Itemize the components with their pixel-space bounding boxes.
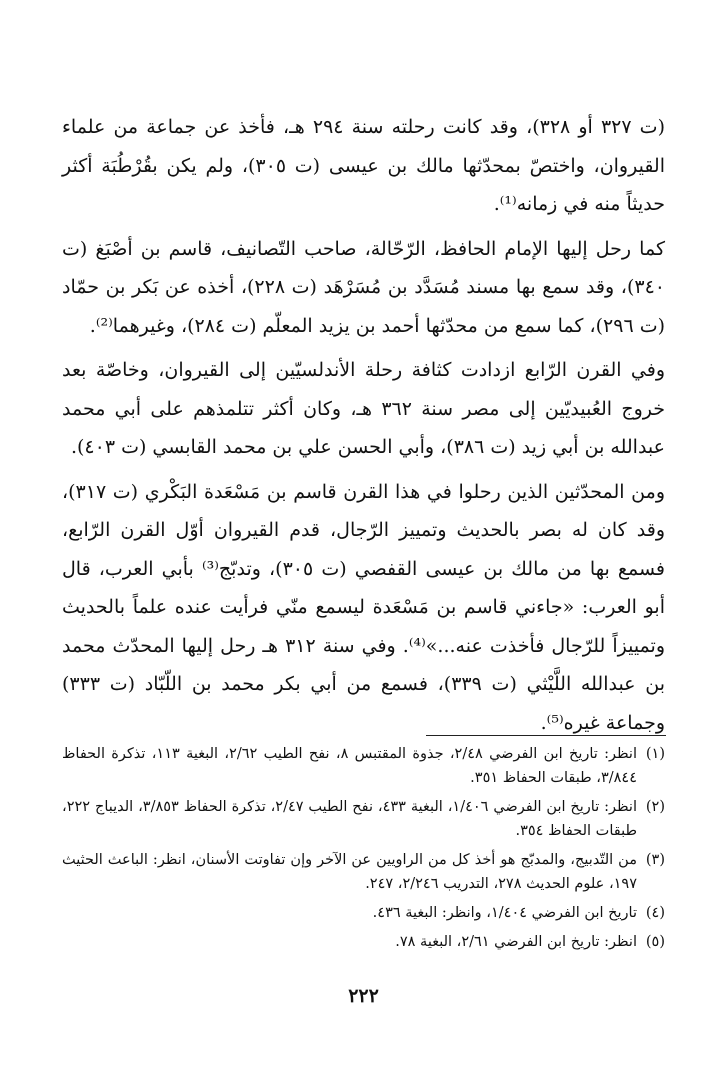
footnote: [62, 848, 665, 896]
paragraph: وفي القرن الرّابع ازدادت كثافة رحلة الأندلسيّين إلى القيروان، وخاصّة بعد خروج العُبيديّين إلى مصر سنة ٣٦٢ هـ، وكان أكثر تتلمذهم على أبي محمد عبدالله بن أبي زيد (ت ٣٨٦)، وأبي الحسن علي بن محمد القابسي (ت ٤٠٣).: [62, 359, 665, 458]
footnote: [62, 742, 665, 790]
footnote-text: انظر: تاريخ ابن الفرضي ١/٤٠٦، البغية ٤٣٣، نفح الطيب ٢/٤٧، تذكرة الحفاظ ٣/٨٥٣، الديباج ٢٢٢، طبقات الحفاظ ٣٥٤.: [62, 799, 637, 839]
footnotes: [62, 742, 665, 959]
paragraph: ومن المحدّثين الذين رحلوا في هذا القرن قاسم بن مَسْعَدة البَكْري (ت ٣١٧)، وقد كان له بصر بالحديث وتمييز الرّجال، قدم القيروان أوّل القرن الرّابع، فسمع بها من مالك بن عيسى القفصي (ت ٣٠٥)، وتدبّج⁽³⁾ بأبي العرب، قال أبو العرب: «جاءني قاسم بن مَسْعَدة ليسمع منّي فرأيت عنده علماً بالحديث وتمييزاً للرّجال فأخذت عنه...»⁽⁴⁾. وفي سنة ٣١٢ هـ رحل إليها المحدّث محمد بن عبدالله اللَّيْثي (ت ٣٣٩)، فسمع من أبي بكر محمد بن اللّبّاد (ت ٣٣٣) وجماعة غيره⁽⁵⁾.: [62, 480, 665, 734]
footnote-text: انظر: تاريخ ابن الفرضي ٢/٦١، البغية ٧٨.: [395, 934, 637, 950]
footnote-number: (٣): [645, 852, 665, 868]
footnote-number: (٤): [645, 905, 665, 921]
page-number: ٢٢٢: [348, 985, 379, 1007]
footnote: [62, 795, 665, 843]
footnote-number: (٥): [645, 934, 665, 950]
paragraph: كما رحل إليها الإمام الحافظ، الرّحّالة، صاحب التّصانيف، قاسم بن أصْبَغ (ت ٣٤٠)، وقد سمع بها مسند مُسَدَّد بن مُسَرْهَد (ت ٢٢٨)، أخذه عن بَكر بن حمّاد (ت ٢٩٦)، كما سمع من محدّثها أحمد بن يزيد المعلّم (ت ٢٨٤)، وغيرهما⁽²⁾.: [62, 237, 665, 337]
footnote-text: من التّدبيج، والمدبّج هو أخذ كل من الراويين عن الآخر وإن تفاوتت الأسنان، انظر: الباعث الحثيث ١٩٧، علوم الحديث ٢٧٨، التدريب ٢/٢٤٦، ٢٤٧.: [62, 852, 637, 892]
paragraph: (ت ٣٢٧ أو ٣٢٨)، وقد كانت رحلته سنة ٢٩٤ هـ، فأخذ عن جماعة من علماء القيروان، واختصّ بمحدّثها مالك بن عيسى (ت ٣٠٥)، ولم يكن بقُرْطُبَة أكثر حديثاً منه في زمانه⁽¹⁾.: [62, 116, 665, 215]
footnote: [62, 930, 665, 954]
main-text: [62, 108, 665, 742]
footnote: [62, 901, 665, 925]
footnote-divider: [426, 735, 666, 736]
footnote-number: (٢): [645, 799, 665, 815]
footnote-number: (١): [645, 746, 665, 762]
footnote-text: انظر: تاريخ ابن الفرضي ٢/٤٨، جذوة المقتبس ٨، نفح الطيب ٢/٦٢، البغية ١١٣، تذكرة الحفاظ ٣/٨٤٤، طبقات الحفاظ ٣٥١.: [62, 746, 637, 786]
footnote-text: تاريخ ابن الفرضي ١/٤٠٤، وانظر: البغية ٤٣٦.: [372, 905, 637, 921]
